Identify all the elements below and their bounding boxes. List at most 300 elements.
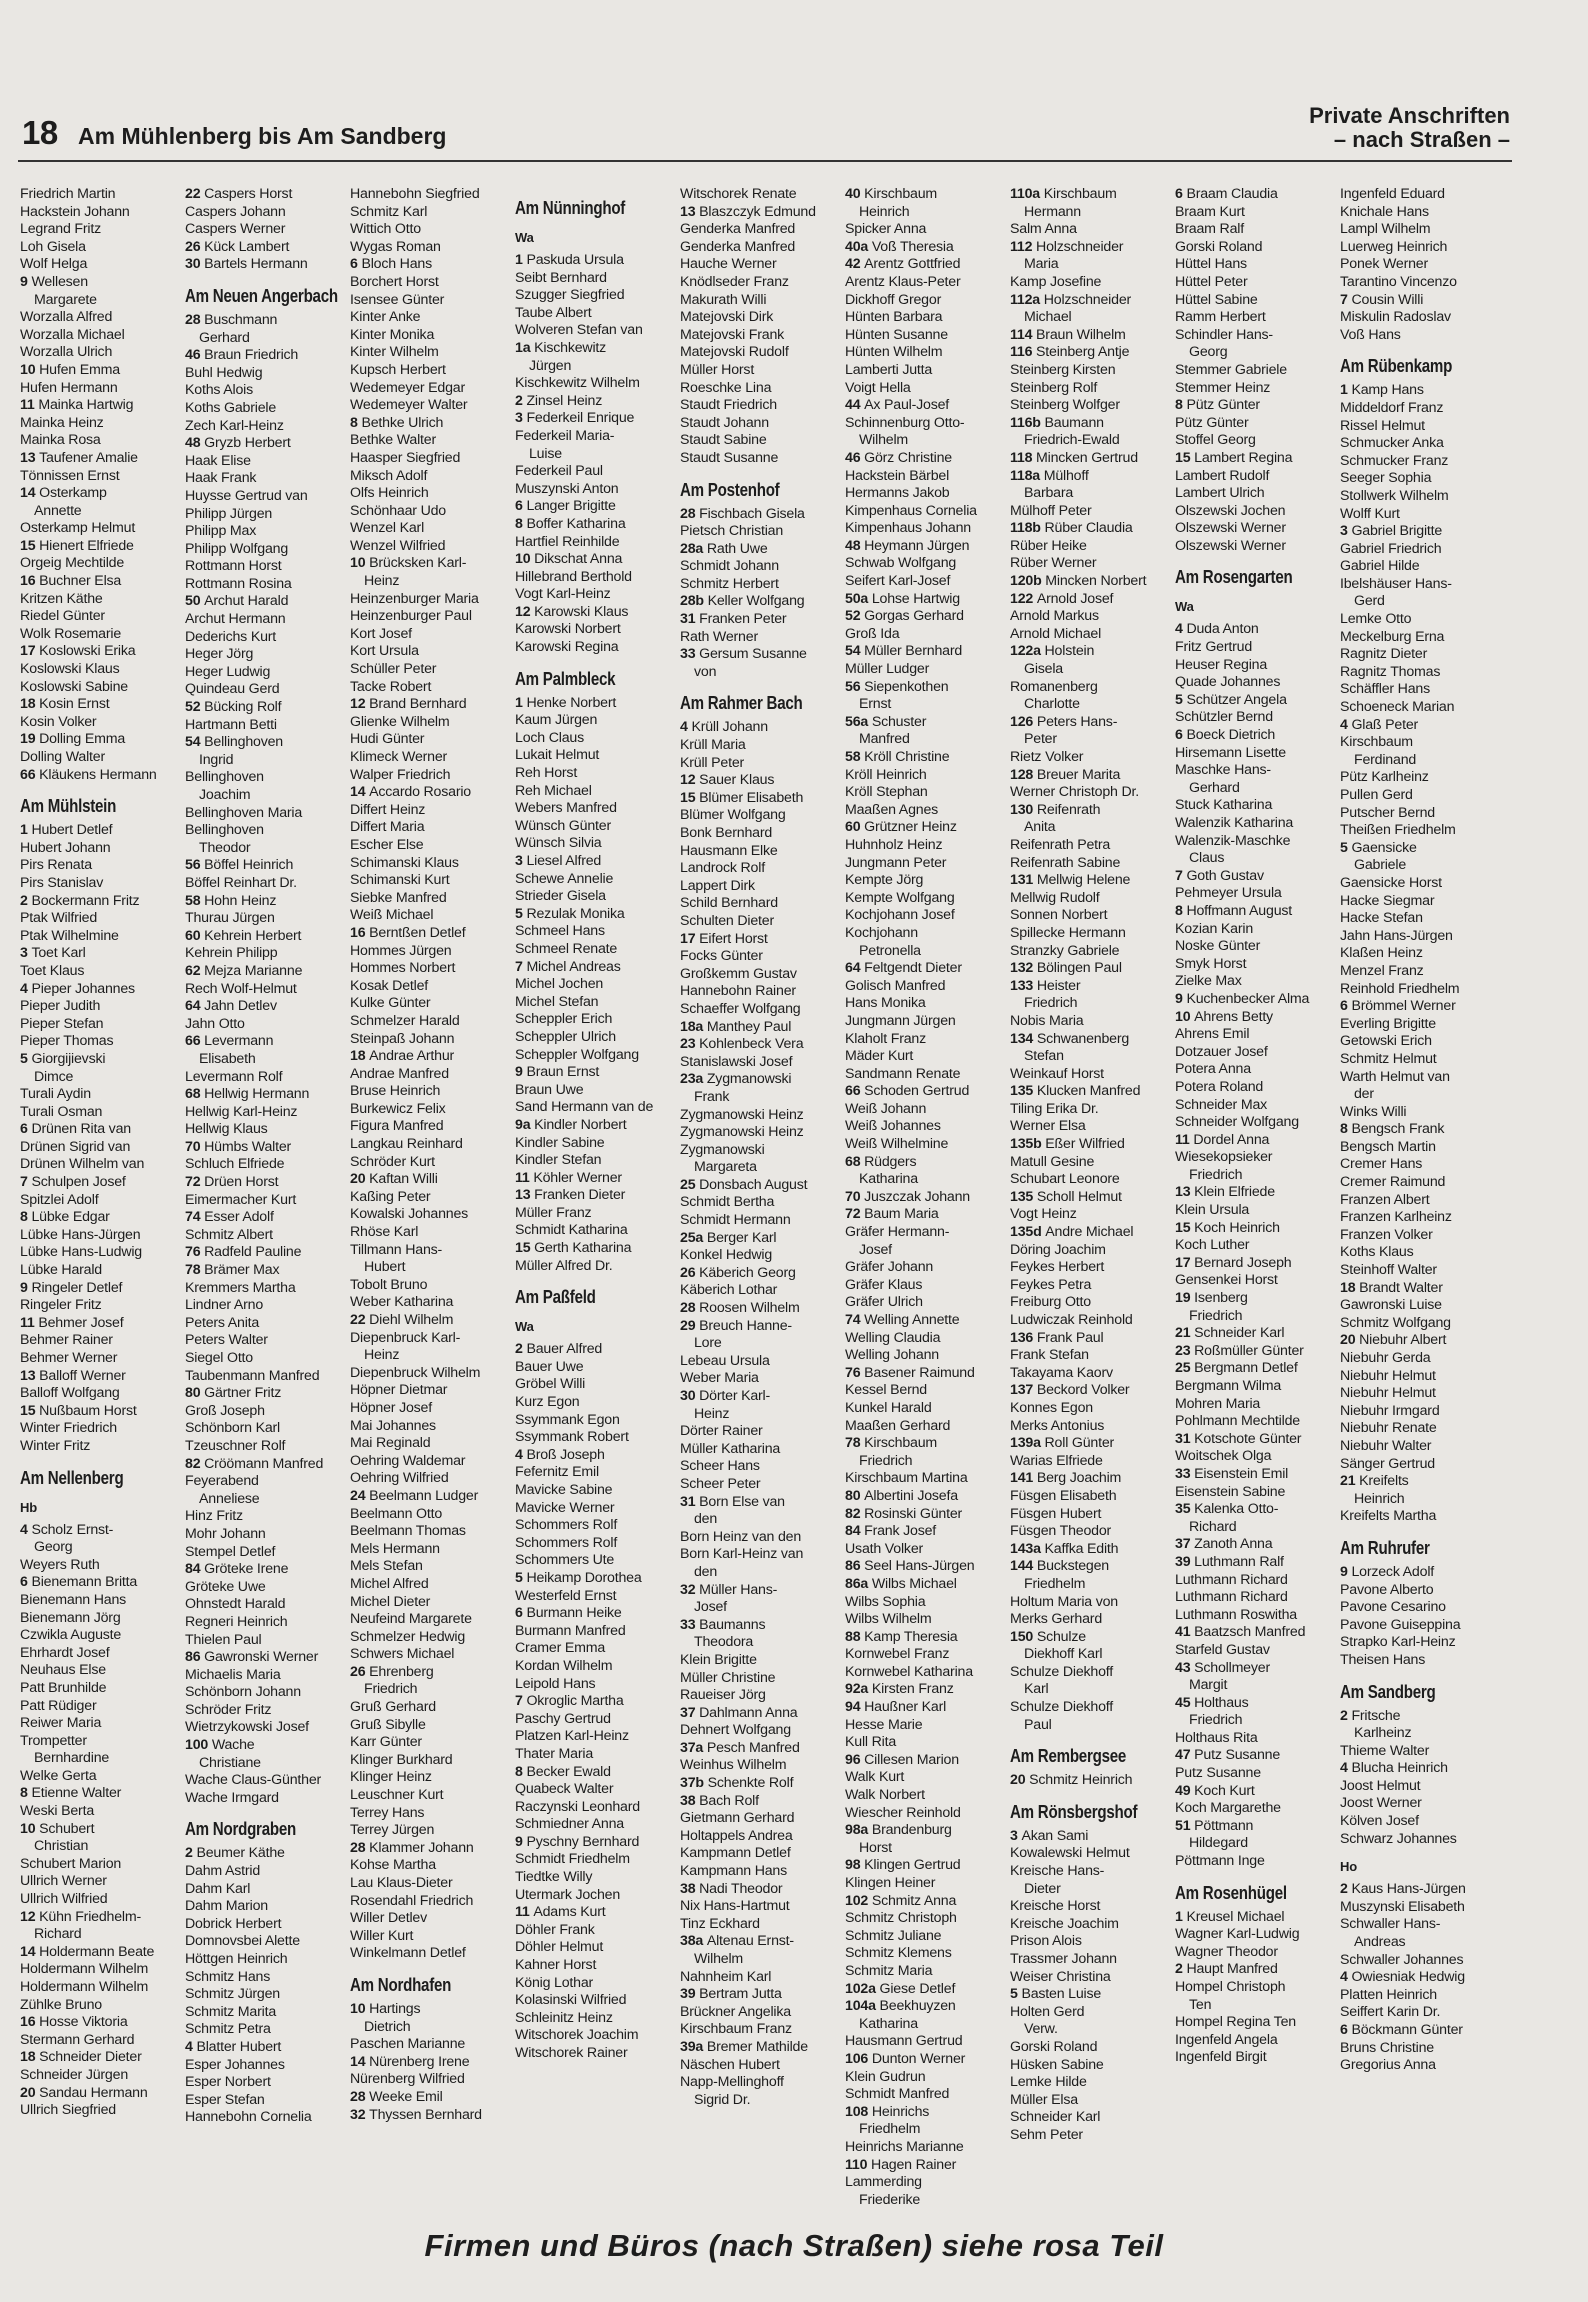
house-number: 48: [185, 435, 205, 452]
resident-name: Koch Kurt: [1194, 1782, 1255, 1799]
house-number: 29: [680, 1317, 700, 1334]
resident-name: Richard: [1175, 1518, 1237, 1535]
resident-name: Boffer Katharina: [526, 515, 626, 532]
house-number: 7: [20, 1174, 32, 1191]
resident-entry: [20, 1262, 184, 1280]
resident-entry: [1175, 1979, 1339, 1997]
resident-entry: [20, 1104, 184, 1122]
resident-name: Heger Jörg: [185, 646, 254, 663]
resident-name: Beelmann Otto: [350, 1505, 443, 1522]
resident-entry: [350, 468, 514, 486]
resident-name: den: [680, 1511, 718, 1528]
resident-name: Frank Stefan: [1010, 1347, 1089, 1364]
resident-entry: [1175, 538, 1339, 556]
resident-name: Schmelzer Harald: [350, 1012, 460, 1029]
house-number: 11: [20, 1314, 39, 1331]
resident-name: Dikschat Anna: [534, 551, 623, 568]
resident-name: Brückner Angelika: [680, 2003, 791, 2020]
house-number: 108: [845, 2103, 872, 2120]
resident-entry: [515, 252, 679, 270]
resident-entry: [185, 1315, 349, 1333]
resident-entry: [350, 1594, 514, 1612]
house-number: 4: [1175, 621, 1187, 638]
resident-entry: [1340, 1297, 1504, 1315]
resident-name: Dehnert Wolfgang: [680, 1722, 791, 1739]
resident-entry: [845, 960, 1009, 978]
resident-entry: [1175, 1712, 1339, 1730]
resident-name: Franzen Karlheinz: [1340, 1209, 1452, 1226]
house-number: 66: [185, 1033, 205, 1050]
resident-entry: [20, 1086, 184, 1104]
resident-name: Gröteke Uwe: [185, 1578, 266, 1595]
resident-name: Trompetter: [20, 1732, 87, 1749]
resident-name: Friedrich: [1175, 1166, 1243, 1183]
resident-entry: [1010, 1189, 1174, 1207]
resident-name: Voß Theresia: [871, 238, 954, 255]
resident-name: Michel Dieter: [350, 1593, 431, 1610]
resident-name: Rosinski Günter: [864, 1505, 963, 1522]
house-number: 8: [20, 1785, 32, 1802]
resident-name: Wiesekopsieker: [1175, 1149, 1273, 1166]
resident-name: Mäder Kurt: [845, 1048, 914, 1065]
resident-name: Schmelzer Hedwig: [350, 1628, 466, 1645]
resident-name: Kimpenhaus Johann: [845, 520, 971, 537]
resident-entry: [1010, 221, 1174, 239]
resident-name: Karl: [1010, 1681, 1049, 1698]
resident-entry: [1340, 998, 1504, 1016]
resident-name: Käberich Georg: [699, 1264, 796, 1281]
resident-name: Muszynski Elisabeth: [1340, 1898, 1465, 1915]
resident-entry: [20, 1926, 184, 1944]
resident-name: Andrae Manfred: [350, 1065, 449, 1082]
resident-name: Koch Heinrich: [1194, 1219, 1280, 1236]
resident-name: Hermanns Jakob: [845, 485, 950, 502]
resident-name: Dickhoff Gregor: [845, 291, 942, 308]
resident-name: Liesel Alfred: [526, 853, 602, 869]
resident-name: Rech Wolf-Helmut: [185, 980, 297, 997]
resident-name: Groß Ida: [845, 625, 900, 642]
resident-entry: [1175, 1501, 1339, 1519]
resident-entry: [20, 1539, 184, 1557]
resident-name: Matejovski Frank: [680, 326, 785, 343]
resident-entry: [1175, 868, 1339, 886]
resident-entry: [350, 309, 514, 327]
resident-entry: [1175, 468, 1339, 486]
resident-entry: [20, 432, 184, 450]
resident-name: Federkeil Paul: [515, 463, 603, 480]
resident-entry: [350, 2036, 514, 2054]
resident-name: Kirschbaum: [1043, 186, 1117, 202]
resident-entry: [185, 734, 349, 752]
house-number: 7: [1175, 867, 1187, 884]
resident-name: Bruns Christine: [1340, 2039, 1434, 2056]
resident-entry: [20, 1280, 184, 1298]
resident-name: Stollwerk Wilhelm: [1340, 487, 1449, 504]
resident-name: Fritz Gertrud: [1175, 639, 1253, 656]
resident-entry: [680, 1617, 844, 1635]
resident-entry: [680, 664, 844, 682]
resident-entry: [515, 976, 679, 994]
resident-entry: [515, 639, 679, 657]
house-number: 18a: [680, 1018, 707, 1035]
resident-entry: [845, 1118, 1009, 1136]
district-code: Wa: [515, 230, 534, 245]
house-number: 43: [1175, 1659, 1195, 1676]
resident-entry: [350, 1470, 514, 1488]
house-number: 4: [680, 719, 692, 736]
resident-name: Krüll Peter: [680, 754, 745, 771]
resident-name: Klinger Burkhard: [350, 1751, 453, 1768]
resident-name: Paschy Gertrud: [515, 1710, 611, 1727]
resident-entry: [185, 1544, 349, 1562]
resident-entry: [1010, 1541, 1174, 1559]
resident-name: Wedemeyer Edgar: [350, 379, 466, 396]
resident-name: Schulpen Josef: [31, 1174, 126, 1191]
resident-entry: [20, 1315, 184, 1333]
resident-name: Müller Horst: [680, 361, 755, 378]
resident-name: Theisen Hans: [1340, 1651, 1426, 1668]
resident-name: Getowski Erich: [1340, 1033, 1432, 1050]
resident-name: Potera Roland: [1175, 1078, 1264, 1095]
resident-entry: [680, 1670, 844, 1688]
house-number: 44: [845, 397, 865, 414]
resident-name: Steinpaß Johann: [350, 1030, 455, 1047]
resident-entry: [845, 380, 1009, 398]
resident-entry: [680, 1705, 844, 1723]
resident-entry: [515, 1170, 679, 1188]
house-number: 56: [845, 678, 865, 695]
resident-entry: [350, 256, 514, 274]
resident-name: Koths Klaus: [1340, 1244, 1414, 1261]
resident-entry: [1340, 1582, 1504, 1600]
resident-name: Wagner Theodor: [1175, 1943, 1278, 1960]
resident-name: Schubert Marion: [20, 1855, 122, 1872]
resident-entry: [185, 1174, 349, 1192]
resident-entry: [1340, 435, 1504, 453]
resident-entry: [185, 1086, 349, 1104]
resident-name: Bergmann Wilma: [1175, 1378, 1282, 1394]
resident-name: Hufen Emma: [39, 361, 120, 378]
house-number: 104a: [845, 1998, 880, 2015]
resident-entry: [350, 1382, 514, 1400]
resident-name: Gorgas Gerhard: [864, 608, 964, 625]
street-heading: Am Mühlstein: [20, 796, 117, 817]
resident-entry: [185, 488, 349, 506]
resident-entry: [680, 790, 844, 808]
resident-name: Lemke Otto: [1340, 611, 1412, 628]
resident-name: Dimce: [20, 1068, 74, 1085]
resident-entry: [20, 1385, 184, 1403]
resident-name: Pohlmann Mechtilde: [1175, 1413, 1300, 1430]
house-number: 92a: [845, 1681, 872, 1698]
resident-name: Philipp Jürgen: [185, 505, 273, 522]
resident-name: Koch Margarethe: [1175, 1800, 1281, 1817]
resident-name: Friedrich: [845, 1452, 913, 1469]
resident-entry: [515, 1623, 679, 1641]
resident-name: Schwaller Hans-: [1340, 1916, 1441, 1933]
resident-entry: [845, 397, 1009, 415]
resident-entry: [1175, 1835, 1339, 1853]
resident-entry: [845, 1523, 1009, 1541]
resident-entry: [680, 1107, 844, 1125]
resident-entry: [845, 2086, 1009, 2104]
resident-entry: [680, 1282, 844, 1300]
resident-name: Klaßen Heinz: [1340, 945, 1423, 962]
resident-name: Wenzel Wilfried: [350, 537, 446, 554]
resident-entry: [1175, 709, 1339, 727]
resident-entry: [1010, 1101, 1174, 1119]
resident-entry: [20, 555, 184, 573]
resident-name: Matull Gesine: [1010, 1153, 1095, 1170]
resident-entry: [515, 1152, 679, 1170]
resident-entry: [680, 1019, 844, 1037]
resident-entry: [1175, 1026, 1339, 1044]
resident-entry: [1340, 1473, 1504, 1491]
house-number: 58: [185, 892, 205, 909]
resident-entry: [1340, 1617, 1504, 1635]
resident-entry: [1175, 1818, 1339, 1836]
resident-entry: [1010, 520, 1174, 538]
resident-name: Stuck Katharina: [1175, 797, 1273, 814]
resident-entry: [1340, 1016, 1504, 1034]
resident-name: Schneider Karl: [1010, 2109, 1101, 2126]
resident-name: Berger Karl: [706, 1229, 777, 1246]
resident-name: Tinz Eckhard: [680, 1915, 760, 1932]
resident-name: Diepenbruck Karl-: [350, 1329, 461, 1346]
resident-entry: [20, 2049, 184, 2067]
house-number: 122: [1010, 590, 1037, 607]
resident-entry: [185, 1297, 349, 1315]
resident-entry: [20, 538, 184, 556]
resident-name: Kamp Hans: [1351, 382, 1424, 399]
resident-name: Basener Raimund: [864, 1364, 975, 1381]
resident-name: Vogt Karl-Heinz: [515, 586, 611, 603]
house-number: 30: [680, 1388, 700, 1404]
resident-name: Niebuhr Gerda: [1340, 1350, 1431, 1366]
resident-name: Schmitz Marita: [185, 2003, 277, 2020]
resident-name: Wilbs Sophia: [845, 1593, 926, 1610]
resident-entry: [1010, 1259, 1174, 1277]
house-number: 68: [185, 1086, 205, 1103]
resident-name: Ssymmank Robert: [515, 1429, 629, 1446]
street-heading: Am Rönsbergshof: [1010, 1801, 1138, 1822]
resident-entry: [515, 516, 679, 534]
resident-entry: [515, 1464, 679, 1482]
resident-entry: [1010, 1611, 1174, 1629]
resident-name: Barbara: [1010, 485, 1074, 502]
resident-entry: [680, 344, 844, 362]
resident-entry: [845, 503, 1009, 521]
resident-name: Schneider Max: [1175, 1096, 1268, 1113]
resident-name: Schröder Fritz: [185, 1701, 272, 1718]
resident-entry: [845, 819, 1009, 837]
resident-entry: [350, 2107, 514, 2125]
house-number: 6: [515, 1605, 527, 1622]
house-number: 15: [1175, 1219, 1195, 1236]
resident-name: Hausmann Gertrud: [845, 2033, 963, 2050]
resident-name: Schmitz Petra: [185, 2021, 271, 2038]
resident-name: Keller Wolfgang: [707, 593, 805, 610]
resident-name: Kowalski Johannes: [350, 1206, 469, 1223]
resident-name: Kowalewski Helmut: [1010, 1845, 1130, 1862]
resident-entry: [1340, 1652, 1504, 1670]
resident-entry: [1175, 1061, 1339, 1079]
resident-entry: [185, 365, 349, 383]
resident-entry: [185, 1368, 349, 1386]
resident-name: Haußner Karl: [864, 1699, 947, 1716]
resident-entry: [1340, 910, 1504, 928]
house-number: 28: [680, 505, 700, 522]
resident-entry: [1175, 639, 1339, 657]
resident-name: Merks Antonius: [1010, 1417, 1105, 1434]
resident-entry: [1340, 309, 1504, 327]
resident-entry: [1175, 1325, 1339, 1343]
resident-name: Stefan: [1010, 1048, 1064, 1065]
house-number: 96: [845, 1751, 865, 1768]
resident-entry: [680, 1441, 844, 1459]
resident-name: Federkeil Maria-: [515, 427, 615, 444]
resident-name: Koslowski Erika: [39, 643, 136, 660]
resident-entry: [185, 330, 349, 348]
resident-entry: [350, 1752, 514, 1770]
house-number: 6: [350, 256, 362, 273]
resident-entry: [1010, 1717, 1174, 1735]
resident-entry: [20, 2102, 184, 2120]
resident-entry: [20, 731, 184, 749]
resident-name: Schmidt Johann: [680, 558, 779, 575]
house-number: 82: [845, 1505, 865, 1522]
house-number: 52: [185, 699, 205, 716]
resident-name: Regneri Heinrich: [185, 1613, 288, 1630]
resident-entry: [1340, 857, 1504, 875]
resident-entry: [185, 664, 349, 682]
resident-entry: [680, 629, 844, 647]
resident-name: Heymann Jürgen: [864, 537, 970, 554]
resident-name: Andrae Arthur: [369, 1048, 455, 1065]
resident-entry: [1175, 432, 1339, 450]
resident-name: Steinberg Wolfger: [1010, 397, 1120, 414]
resident-entry: [20, 2032, 184, 2050]
resident-name: Schüller Peter: [350, 661, 437, 678]
resident-name: Neufeind Margarete: [350, 1611, 472, 1628]
resident-entry: [185, 576, 349, 594]
resident-name: Caspers Werner: [185, 221, 286, 238]
resident-name: Hohn Heinz: [204, 892, 277, 909]
house-number: 135d: [1010, 1224, 1046, 1241]
resident-entry: [185, 1456, 349, 1474]
resident-entry: [680, 1212, 844, 1230]
resident-entry: [350, 1910, 514, 1928]
resident-entry: [680, 755, 844, 773]
resident-name: Sandau Hermann: [39, 2084, 148, 2101]
resident-entry: [680, 2057, 844, 2075]
street-heading: Am Nordhafen: [350, 1974, 452, 1995]
house-number: 11: [515, 1169, 534, 1186]
resident-name: Schmidt Friedhelm: [515, 1851, 630, 1868]
resident-entry: [350, 1945, 514, 1963]
resident-entry: [845, 1945, 1009, 1963]
resident-name: Höpner Josef: [350, 1399, 432, 1416]
resident-entry: [1340, 1952, 1504, 1970]
resident-name: Spitzlei Adolf: [20, 1191, 99, 1208]
resident-entry: [515, 959, 679, 977]
resident-entry: [515, 1064, 679, 1082]
resident-entry: [680, 1230, 844, 1248]
resident-name: Hellwig Hermann: [204, 1086, 310, 1103]
resident-entry: [350, 1453, 514, 1471]
resident-entry: [680, 878, 844, 896]
resident-name: Gregorius Anna: [1340, 2057, 1436, 2074]
resident-entry: [680, 931, 844, 949]
resident-entry: [1340, 1899, 1504, 1917]
resident-name: Schäffler Hans: [1340, 681, 1430, 698]
resident-entry: [1175, 1642, 1339, 1660]
resident-name: Ten: [1175, 1996, 1212, 2013]
resident-name: Worzalla Ulrich: [20, 344, 113, 361]
resident-name: Balloff Wolfgang: [20, 1385, 120, 1402]
resident-name: Kremmers Martha: [185, 1279, 296, 1296]
resident-entry: [845, 1646, 1009, 1664]
resident-entry: [515, 1412, 679, 1430]
house-number: 10: [350, 555, 370, 572]
resident-entry: [185, 186, 349, 204]
resident-name: Salm Anna: [1010, 221, 1077, 238]
resident-entry: [515, 1240, 679, 1258]
resident-entry: [515, 712, 679, 730]
resident-name: Kosin Ernst: [39, 696, 110, 713]
resident-entry: [680, 1089, 844, 1107]
resident-name: Rissel Helmut: [1340, 417, 1425, 434]
resident-name: Cremer Hans: [1340, 1156, 1423, 1173]
resident-name: Mejza Marianne: [204, 962, 303, 979]
resident-name: Kaus Hans-Jürgen: [1351, 1881, 1466, 1898]
resident-name: Weyers Ruth: [20, 1556, 100, 1573]
resident-entry: [350, 538, 514, 556]
resident-entry: [1010, 731, 1174, 749]
house-number: 10: [20, 1820, 40, 1837]
resident-name: Leuschner Kurt: [350, 1787, 444, 1804]
resident-name: Kehrein Herbert: [204, 927, 302, 944]
resident-name: Niebuhr Renate: [1340, 1420, 1437, 1437]
resident-name: Prison Alois: [1010, 1933, 1082, 1950]
resident-name: Kozian Karin: [1175, 920, 1254, 937]
resident-name: Nürenberg Wilfried: [350, 2071, 465, 2088]
resident-entry: [20, 1156, 184, 1174]
resident-entry: [1175, 780, 1339, 798]
resident-name: Rüber Heike: [1010, 537, 1087, 554]
resident-entry: [845, 1875, 1009, 1893]
resident-name: Schützler Bernd: [1175, 709, 1273, 726]
resident-name: Siegel Otto: [185, 1350, 253, 1366]
resident-name: Thater Maria: [515, 1745, 594, 1762]
resident-name: Muszynski Anton: [515, 480, 619, 497]
resident-name: Gorski Roland: [1175, 238, 1263, 255]
resident-entry: [845, 485, 1009, 503]
resident-entry: [350, 1805, 514, 1823]
house-number: 7: [515, 958, 527, 975]
directory-column: [1010, 186, 1174, 2145]
resident-entry: [515, 941, 679, 959]
house-number: 18: [20, 696, 40, 713]
resident-entry: [1175, 239, 1339, 257]
house-number: 4: [185, 2038, 197, 2055]
resident-name: Oehring Waldemar: [350, 1452, 466, 1469]
house-number: 56a: [845, 713, 872, 730]
resident-entry: [515, 1975, 679, 1993]
resident-name: Witschorek Renate: [680, 186, 797, 202]
resident-name: Henke Norbert: [526, 694, 617, 711]
resident-entry: [350, 450, 514, 468]
